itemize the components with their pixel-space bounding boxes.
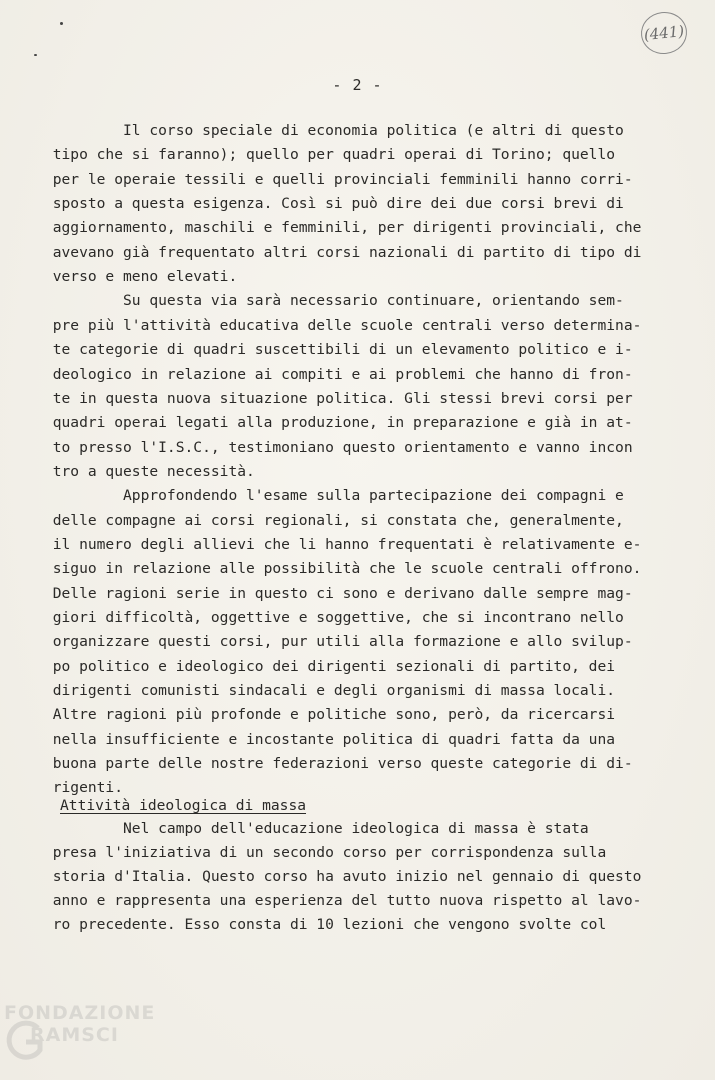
archive-watermark bbox=[4, 1002, 184, 1062]
text-line: quadri operai legati alla produzione, in preparazione e già in at- bbox=[0, 414, 633, 432]
text-line: te in questa nuova situazione politica. Gli stessi brevi corsi per bbox=[0, 389, 633, 407]
text-line: avevano già frequentato altri corsi nazionali di partito di tipo di bbox=[0, 243, 642, 261]
text-line: ro precedente. Esso consta di 10 lezioni che vengono svolte col bbox=[0, 915, 607, 933]
watermark-line-2: RAMSCI bbox=[30, 1024, 119, 1046]
text-line: storia d'Italia. Questo corso ha avuto inizio nel gennaio di questo bbox=[0, 867, 642, 885]
text-line: anno e rappresenta una esperienza del tutto nuova rispetto al lavo- bbox=[0, 891, 642, 909]
text-line: il numero degli allievi che li hanno frequentati è relativamente e- bbox=[0, 535, 642, 553]
paper-speck bbox=[34, 54, 37, 56]
text-line: aggiornamento, maschili e femminili, per dirigenti provinciali, che bbox=[0, 219, 642, 237]
text-line: pre più l'attività educativa delle scuole centrali verso determina- bbox=[0, 316, 642, 334]
text-line: sposto a questa esigenza. Così si può dire dei due corsi brevi di bbox=[0, 195, 624, 213]
text-line: verso e meno elevati. bbox=[0, 268, 238, 286]
text-line: presa l'iniziativa di un secondo corso per corrispondenza sulla bbox=[0, 843, 607, 861]
text-line: siguo in relazione alle possibilità che le scuole centrali offrono. bbox=[0, 560, 642, 578]
text-line: Il corso speciale di economia politica (e altri di questo bbox=[0, 122, 624, 139]
text-line: per le operaie tessili e quelli provinciali femminili hanno corri- bbox=[0, 170, 633, 188]
text-line: giori difficoltà, oggettive e soggettive, che si incontrano nello bbox=[0, 609, 624, 626]
text-line: po politico e ideologico dei dirigenti sezionali di partito, dei bbox=[0, 657, 616, 675]
text-line: dirigenti comunisti sindacali e degli organismi di massa locali. bbox=[0, 682, 616, 700]
archive-number-stamp: (441) bbox=[639, 10, 689, 57]
text-line: to presso l'I.S.C., testimoniano questo orientamento e vanno incon bbox=[0, 438, 633, 456]
text-line: rigenti. bbox=[0, 779, 124, 797]
text-line: tro a queste necessità. bbox=[0, 462, 255, 480]
text-line: organizzare questi corsi, pur utili alla formazione e allo svilup- bbox=[0, 633, 633, 651]
section-heading: Attività ideologica di massa bbox=[60, 797, 307, 814]
text-line: nella insufficiente e incostante politica di quadri fatta da una bbox=[0, 730, 616, 748]
text-line: tipo che si faranno); quello per quadri operai di Torino; quello bbox=[0, 146, 616, 164]
paper-speck bbox=[60, 22, 63, 25]
watermark-line-1: FONDAZIONE bbox=[4, 1002, 156, 1024]
text-line: delle compagne ai corsi regionali, si constata che, generalmente, bbox=[0, 511, 624, 529]
text-line: deologico in relazione ai compiti e ai problemi che hanno di fron- bbox=[0, 365, 633, 383]
text-line: Altre ragioni più profonde e politiche sono, però, da ricercarsi bbox=[0, 706, 616, 724]
text-line: Delle ragioni serie in questo ci sono e derivano dalle sempre mag- bbox=[0, 584, 633, 602]
text-line: te categorie di quadri suscettibili di un elevamento politico e i- bbox=[0, 341, 633, 359]
text-line: Nel campo dell'educazione ideologica di massa è stata bbox=[0, 820, 589, 837]
page-number: - 2 - bbox=[332, 76, 383, 94]
text-line: Su questa via sarà necessario continuare, orientando sem- bbox=[0, 292, 624, 310]
text-line: buona parte delle nostre federazioni verso queste categorie di di- bbox=[0, 755, 633, 773]
text-line: Approfondendo l'esame sulla partecipazione dei compagni e bbox=[0, 487, 624, 505]
